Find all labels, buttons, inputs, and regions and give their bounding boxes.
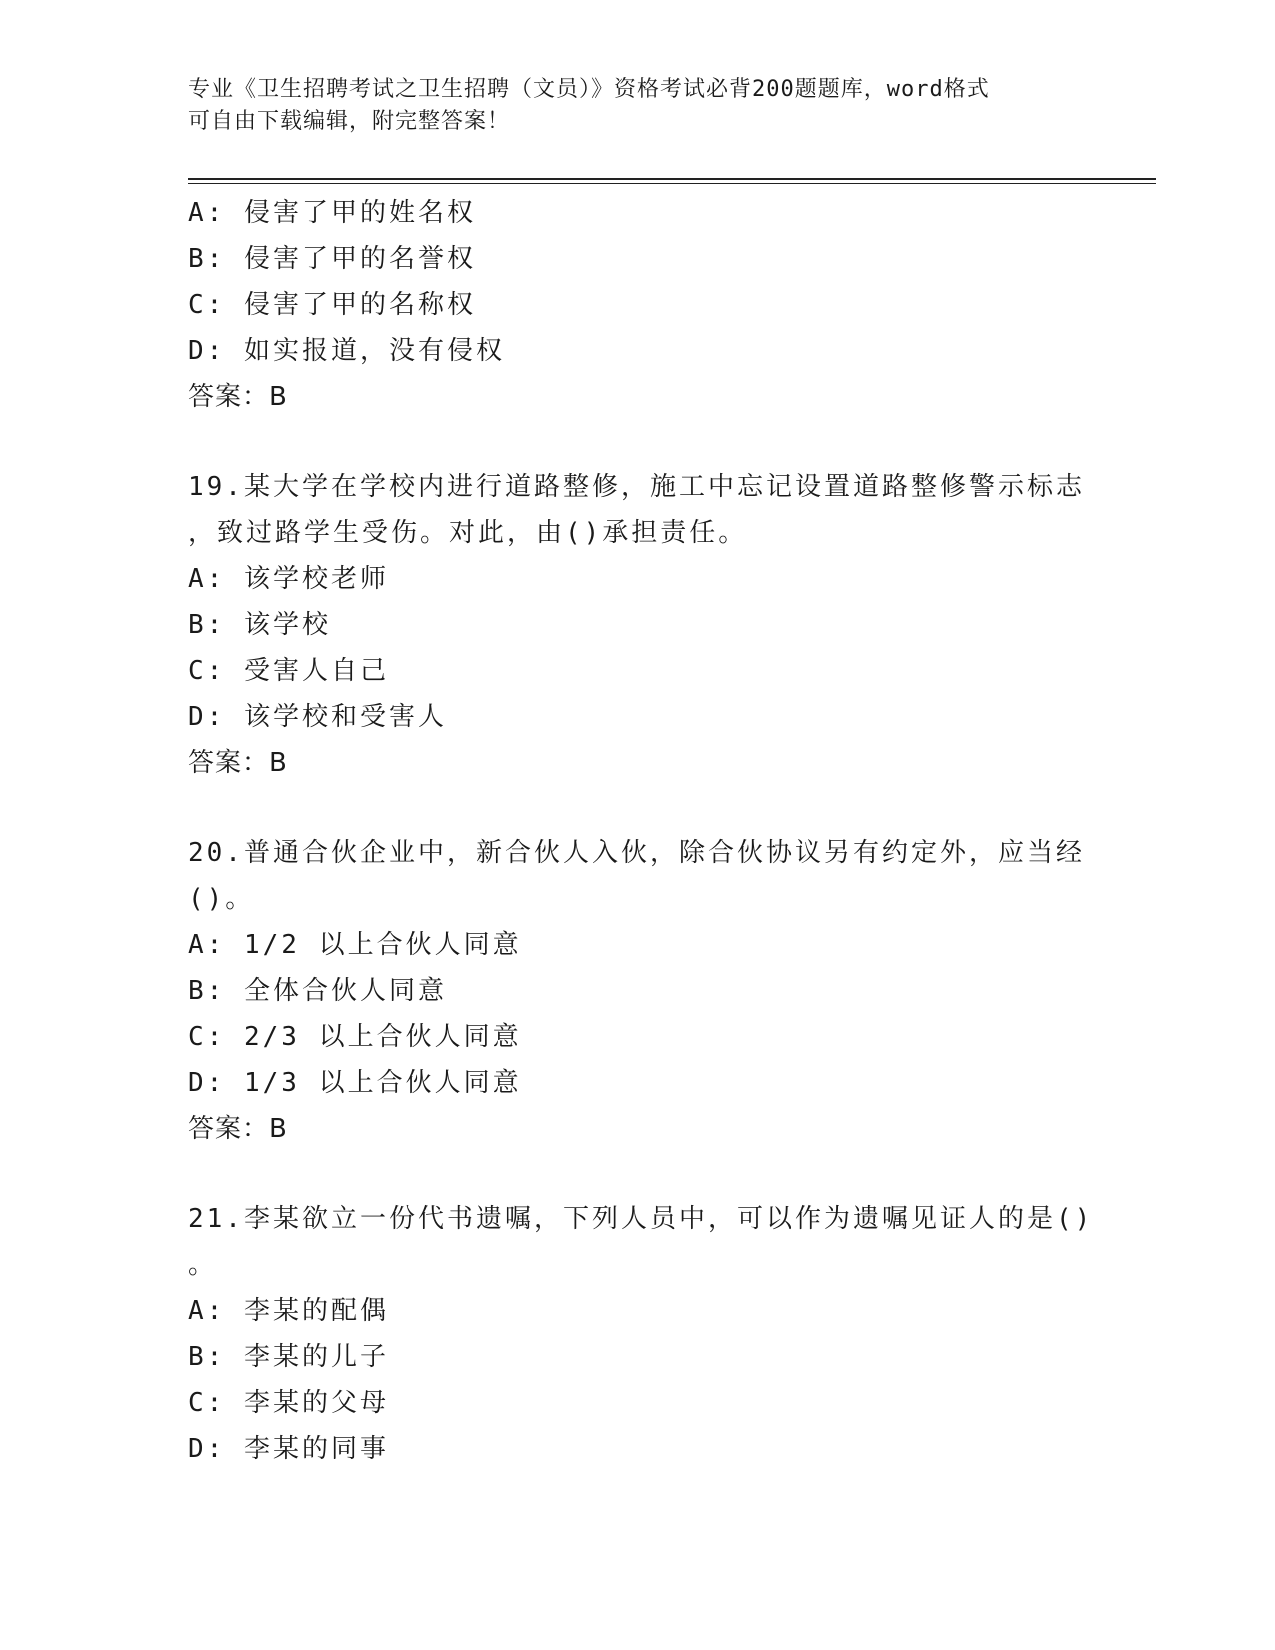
question-stem-line-1: 21.李某欲立一份代书遗嘱，下列人员中，可以作为遗嘱见证人的是() (188, 1204, 1094, 1234)
option-d: D: 1/3 以上合伙人同意 (188, 1068, 522, 1098)
question-20 (188, 830, 1088, 1152)
option-c: C: 侵害了甲的名称权 (188, 290, 476, 320)
option-b: B: 该学校 (188, 610, 331, 640)
question-stem-line-2: ()。 (188, 884, 255, 914)
question-list (188, 190, 1094, 1472)
header-divider-thick (188, 178, 1156, 180)
option-d: D: 如实报道，没有侵权 (188, 336, 505, 366)
option-b: B: 李某的儿子 (188, 1342, 389, 1372)
question-18-continued (188, 190, 1088, 420)
option-c: C: 受害人自己 (188, 656, 389, 686)
question-stem-line-1: 20.普通合伙企业中，新合伙人入伙，除合伙协议另有约定外，应当经 (188, 838, 1085, 868)
header-divider-thin (188, 183, 1156, 184)
option-d: D: 李某的同事 (188, 1434, 389, 1464)
question-21 (188, 1196, 1094, 1472)
spacer (188, 420, 1088, 464)
option-a: A: 1/2 以上合伙人同意 (188, 930, 522, 960)
spacer (188, 786, 1088, 830)
question-stem-line-1: 19.某大学在学校内进行道路整修，施工中忘记设置道路整修警示标志 (188, 472, 1085, 502)
option-b: B: 全体合伙人同意 (188, 976, 447, 1006)
option-c: C: 李某的父母 (188, 1388, 389, 1418)
option-a: A: 侵害了甲的姓名权 (188, 198, 476, 228)
answer-line: 答案：B (188, 382, 288, 412)
header-title-line-2: 可自由下载编辑，附完整答案！ (188, 109, 511, 134)
question-stem-line-2: 。 (188, 1250, 218, 1280)
option-a: A: 该学校老师 (188, 564, 389, 594)
option-b: B: 侵害了甲的名誉权 (188, 244, 476, 274)
option-d: D: 该学校和受害人 (188, 702, 447, 732)
question-stem-line-2: ，致过路学生受伤。对此，由()承担责任。 (188, 518, 748, 548)
header-title-line-1: 专业《卫生招聘考试之卫生招聘（文员）》资格考试必背200题题库，word格式 (188, 77, 990, 102)
option-c: C: 2/3 以上合伙人同意 (188, 1022, 522, 1052)
option-a: A: 李某的配偶 (188, 1296, 389, 1326)
answer-line: 答案：B (188, 1114, 288, 1144)
question-19 (188, 464, 1088, 786)
document-header (188, 74, 1068, 138)
answer-line: 答案：B (188, 748, 288, 778)
spacer (188, 1152, 1088, 1196)
